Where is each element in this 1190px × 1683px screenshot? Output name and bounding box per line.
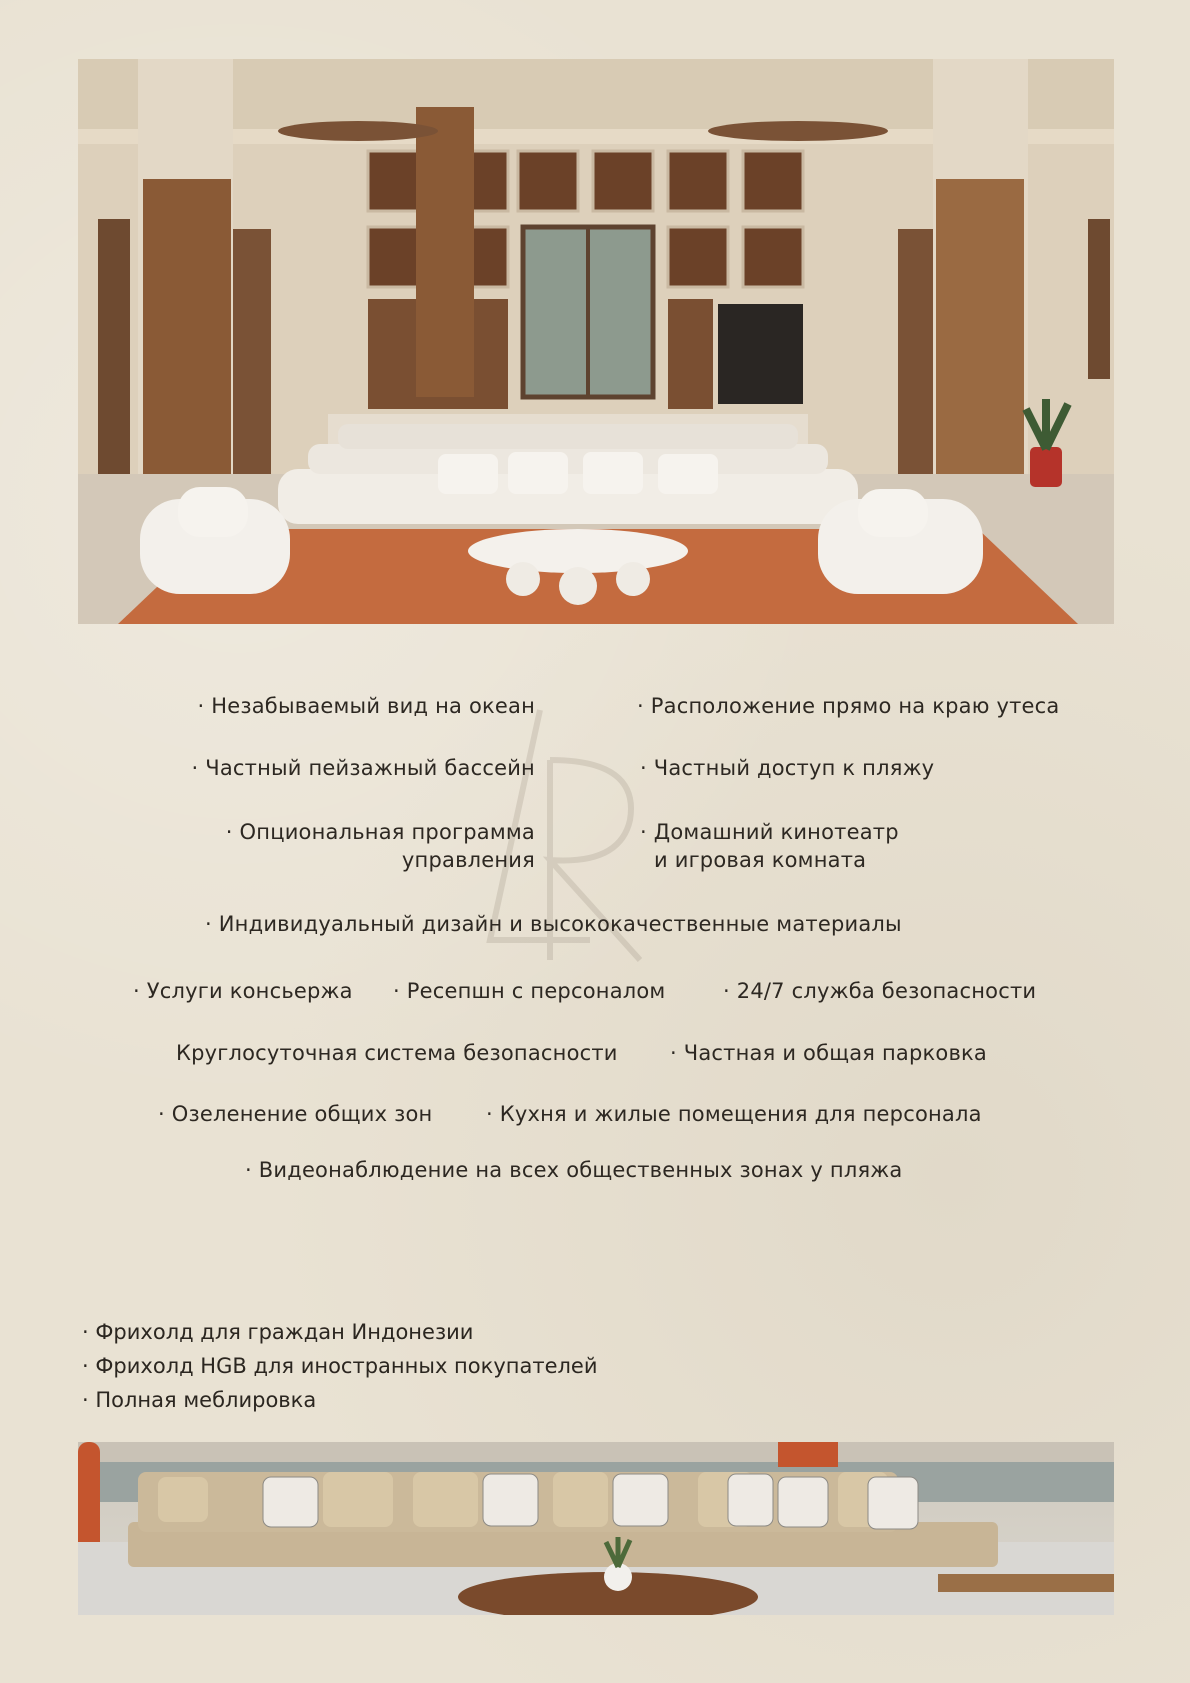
feature-cliff-location: · Расположение прямо на краю утеса xyxy=(637,694,1059,718)
living-room-illustration xyxy=(78,59,1114,624)
feature-reception: · Ресепшн с персоналом xyxy=(393,979,665,1003)
feature-custom-design: · Индивидуальный дизайн и высококачественные материалы xyxy=(205,912,902,936)
list-item: · Полная меблировка xyxy=(82,1383,597,1417)
list-item: · Фрихолд для граждан Индонезии xyxy=(82,1315,597,1349)
feature-management-program: · Опциональная программа управления xyxy=(100,818,535,874)
interior-photo-bottom xyxy=(78,1442,1114,1615)
feature-staff-quarters: · Кухня и жилые помещения для персонала xyxy=(486,1102,982,1126)
feature-cctv: · Видеонаблюдение на всех общественных зонах у пляжа xyxy=(245,1158,903,1182)
feature-landscaping: · Озеленение общих зон xyxy=(158,1102,432,1126)
feature-home-cinema: · Домашний кинотеатр и игровая комната xyxy=(640,818,899,874)
feature-parking: · Частная и общая парковка xyxy=(670,1041,987,1065)
feature-private-pool: · Частный пейзажный бассейн xyxy=(100,756,535,780)
ownership-list xyxy=(82,1315,597,1417)
feature-security-system: Круглосуточная система безопасности xyxy=(176,1041,618,1065)
feature-beach-access: · Частный доступ к пляжу xyxy=(640,756,934,780)
list-item: · Фрихолд HGB для иностранных покупателей xyxy=(82,1349,597,1383)
feature-concierge: · Услуги консьержа xyxy=(133,979,353,1003)
feature-security-service: · 24/7 служба безопасности xyxy=(723,979,1036,1003)
interior-photo-top xyxy=(78,59,1114,624)
feature-ocean-view: · Незабываемый вид на океан xyxy=(100,694,535,718)
lounge-illustration xyxy=(78,1442,1114,1615)
